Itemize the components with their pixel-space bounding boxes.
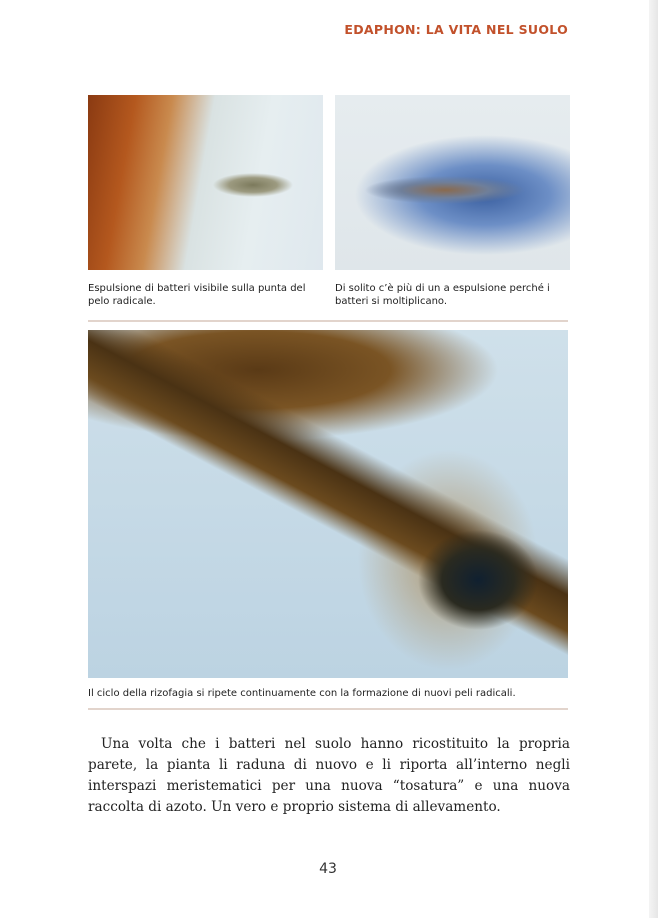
running-header: EDAPHON: LA VITA NEL SUOLO	[344, 22, 568, 37]
page-number: 43	[319, 861, 337, 877]
divider	[88, 708, 568, 710]
micrograph-rhizophagy-cycle	[88, 330, 568, 678]
figure-caption-2: Di solito c’è più di un a espulsione perché i batteri si moltiplicano.	[335, 283, 550, 307]
figure-caption-3: Il ciclo della rizofagia si ripete continuamente con la formazione di nuovi peli radicali.	[88, 688, 516, 699]
figure-caption-1: Espulsione di batteri visibile sulla punta del pelo radicale.	[88, 283, 306, 307]
divider	[88, 320, 568, 322]
page-edge	[649, 0, 658, 918]
micrograph-root-hair-tip	[88, 95, 323, 270]
body-paragraph: Una volta che i batteri nel suolo hanno ricostituito la propria parete, la pianta li raduna di nuovo e li riporta all’interno negli interspazi meristematici per una nuova “tosatura” e una nuova raccolta di azoto. Un vero e proprio sistema di allevamento.	[88, 736, 570, 815]
micrograph-multiple-expulsion	[335, 95, 570, 270]
